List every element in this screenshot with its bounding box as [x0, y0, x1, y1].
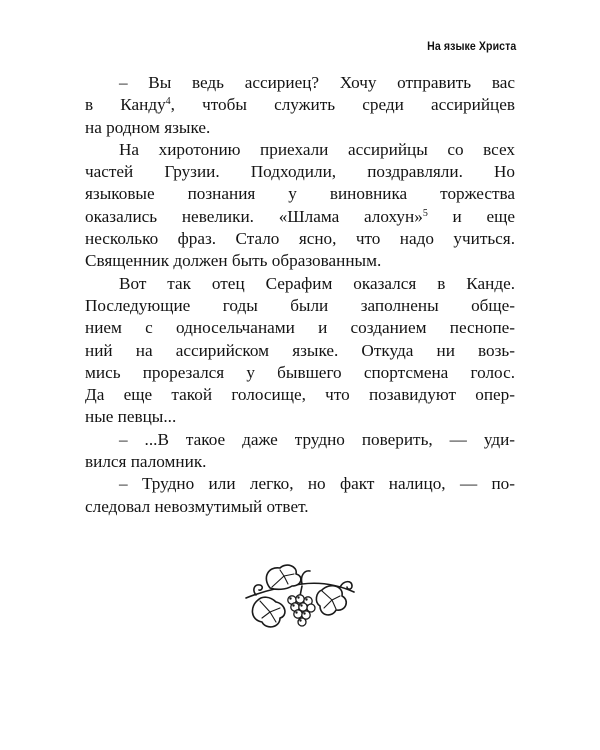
text-line [85, 496, 515, 518]
text-line-content: частей Грузии. Подходили, поздравляли. Но [85, 162, 515, 182]
footnote-marker: 5 [422, 207, 428, 219]
text-line-content: языковые познания у виновника торжества [85, 184, 515, 204]
text-line [85, 117, 515, 139]
text-line [85, 340, 515, 362]
text-line-content: – ...В такое даже трудно поверить, — уди- [119, 429, 515, 449]
text-line-content: на родном языке. [85, 117, 211, 137]
text-line-content: вился паломник. [85, 452, 207, 472]
text-line [85, 362, 515, 384]
text-line [85, 295, 515, 317]
text-line-content: в Канду [85, 95, 166, 115]
text-line [85, 206, 515, 228]
text-line-continuation: , чтобы служить среди ассирийцев [170, 95, 515, 115]
text-line-content: – Трудно или легко, но факт налицо, — по- [119, 474, 515, 494]
text-line-content: мись прорезался у бывшего спортсмена голос. [85, 362, 515, 382]
text-line-content: Да еще такой голосище, что позавидуют опер- [85, 385, 515, 405]
text-line [85, 429, 515, 451]
text-line [85, 406, 515, 428]
text-line-content: оказались невелики. «Шлама алохун» [85, 206, 423, 226]
grape-vine-ornament-icon [240, 560, 360, 632]
text-line [85, 317, 515, 339]
footnote-marker: 4 [165, 96, 171, 108]
text-line-continuation: и еще [427, 206, 515, 226]
text-line [85, 94, 515, 116]
text-line [85, 161, 515, 183]
text-line [85, 473, 515, 495]
text-line [85, 451, 515, 473]
text-line-content: Вот так отец Серафим оказался в Канде. [119, 273, 515, 293]
text-line-content: нием с односельчанами и созданием песнопе- [85, 318, 515, 338]
text-line-content: Последующие годы были заполнены обще- [85, 295, 515, 315]
text-line [85, 384, 515, 406]
text-line [85, 228, 515, 250]
running-header-title: На языке Христа [426, 39, 516, 53]
text-line [85, 250, 515, 272]
text-line [85, 139, 515, 161]
text-line-content: несколько фраз. Стало ясно, что надо учиться. [85, 229, 515, 249]
body-text [85, 72, 515, 518]
text-line-content: следовал невозмутимый ответ. [85, 496, 309, 516]
text-line-content: Священник должен быть образованным. [85, 251, 382, 271]
text-line [85, 183, 515, 205]
text-line-content: – Вы ведь ассириец? Хочу отправить вас [119, 73, 515, 92]
text-line [85, 72, 515, 94]
text-line-content: ний на ассирийском языке. Откуда ни возь- [85, 340, 515, 360]
text-line-content: На хиротонию приехали ассирийцы со всех [119, 139, 515, 159]
text-line-content: ные певцы... [85, 407, 177, 427]
text-line [85, 273, 515, 295]
